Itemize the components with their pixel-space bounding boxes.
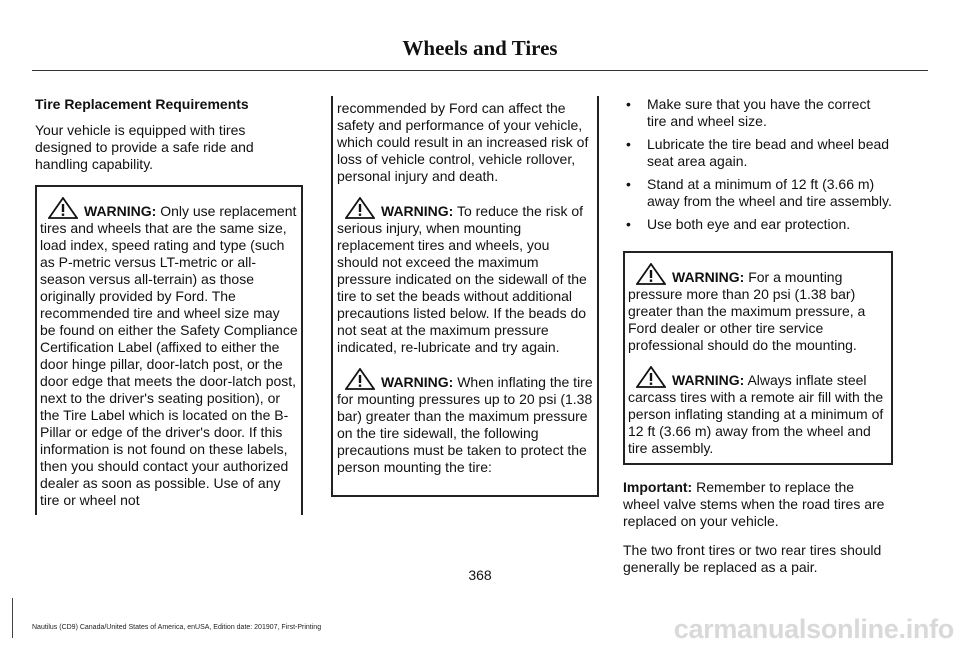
important-note (623, 479, 893, 530)
bullet-icon: • (626, 136, 631, 152)
intro-paragraph: Your vehicle is equipped with tires designed to provide a safe ride and handling capability. (35, 122, 254, 172)
warning-label: WARNING: (672, 372, 745, 388)
column-3 (623, 96, 893, 588)
column-2 (331, 96, 599, 497)
warning-text: When inflating the tire for mounting pressures up to 20 psi (1.38 bar) greater than the maximum pressure on the tire sidewall, the following precautions must be taken to protect the person mounting the tire: (337, 374, 593, 475)
list-item: • Make sure that you have the correct tire and wheel size. (626, 96, 871, 129)
page-title: Wheels and Tires (402, 36, 558, 60)
title-divider (32, 70, 928, 71)
warning-label: WARNING: (84, 203, 157, 219)
precaution-list (623, 96, 893, 233)
watermark-logo: carmanualsonline.info (673, 614, 954, 644)
warning-item-2 (337, 368, 594, 476)
warning-triangle-icon (48, 197, 78, 219)
bullet-icon: • (626, 216, 631, 232)
footer-edition-info: Nautilus (CD9) Canada/United States of America, enUSA, Edition date: 201907, First-Printing (32, 624, 322, 631)
warning-text: Always inflate steel carcass tires with a remote air fill with the person inflating standing at a minimum of 12 ft (3.66 m) away from the wheel and tire assembly. (628, 372, 884, 456)
column-1 (35, 96, 303, 515)
warning-text: To reduce the risk of serious injury, when mounting replacement tires and wheels, you should not exceed the maximum pressure indicated on the sidewall of the tire to set the beads without additional precautions listed below. If the beads do not seat at the maximum pressure indicated, re-lubricate and try again. (337, 203, 587, 355)
important-label: Important: (623, 479, 693, 495)
section-heading: Tire Replacement Requirements (35, 96, 249, 112)
page-number: 368 (468, 567, 492, 583)
list-item: • Stand at a minimum of 12 ft (3.66 m) away from the wheel and tire assembly. (626, 176, 892, 209)
warning-box-2 (623, 251, 893, 465)
warning-triangle-icon (636, 366, 666, 388)
warning-item-1 (628, 263, 889, 354)
crop-mark (12, 598, 13, 638)
warning-continuation: recommended by Ford can affect the safety and performance of your vehicle, which could result in an increased risk of loss of vehicle control, vehicle rollover, personal injury and death. (337, 100, 589, 184)
bullet-icon: • (626, 96, 631, 112)
important-text: Remember to replace the wheel valve stems when the road tires are replaced on your vehicle. (623, 479, 885, 529)
list-item: • Lubricate the tire bead and wheel bead seat area again. (626, 136, 890, 169)
warning-triangle-icon (636, 263, 666, 285)
warning-text: For a mounting pressure more than 20 psi (1.38 bar) greater than the maximum pressure, a Ford dealer or other tire service professional should do the mounting. (628, 269, 866, 353)
warning-label: WARNING: (381, 374, 454, 390)
warning-label: WARNING: (672, 269, 745, 285)
pair-paragraph: The two front tires or two rear tires should generally be replaced as a pair. (623, 542, 882, 575)
warning-triangle-icon (345, 197, 375, 219)
warning-box-continued (331, 96, 599, 497)
warning-box-1 (35, 185, 303, 515)
warning-item-1 (337, 197, 594, 356)
list-item: • Use both eye and ear protection. (626, 216, 851, 232)
warning-label: WARNING: (381, 203, 454, 219)
bullet-icon: • (626, 176, 631, 192)
warning-item-2 (628, 366, 889, 457)
warning-triangle-icon (345, 368, 375, 390)
warning-text: Only use replacement tires and wheels that are the same size, load index, speed rating and type (such as P-metric versus LT-metric or all-season versus all-terrain) as those originally provided by Ford. The recommended tire and wheel size may be found on either the Safety Compliance Certification Label (affixed to either the door hinge pillar, door-latch post, or the door edge that meets the door-latch post, next to the driver's seating position), or the Tire Label which is located on the B-Pillar or edge of the driver's door. If this information is not found on these labels, then you should contact your authorized dealer as soon as possible. Use of any tire or wheel not (40, 203, 298, 508)
